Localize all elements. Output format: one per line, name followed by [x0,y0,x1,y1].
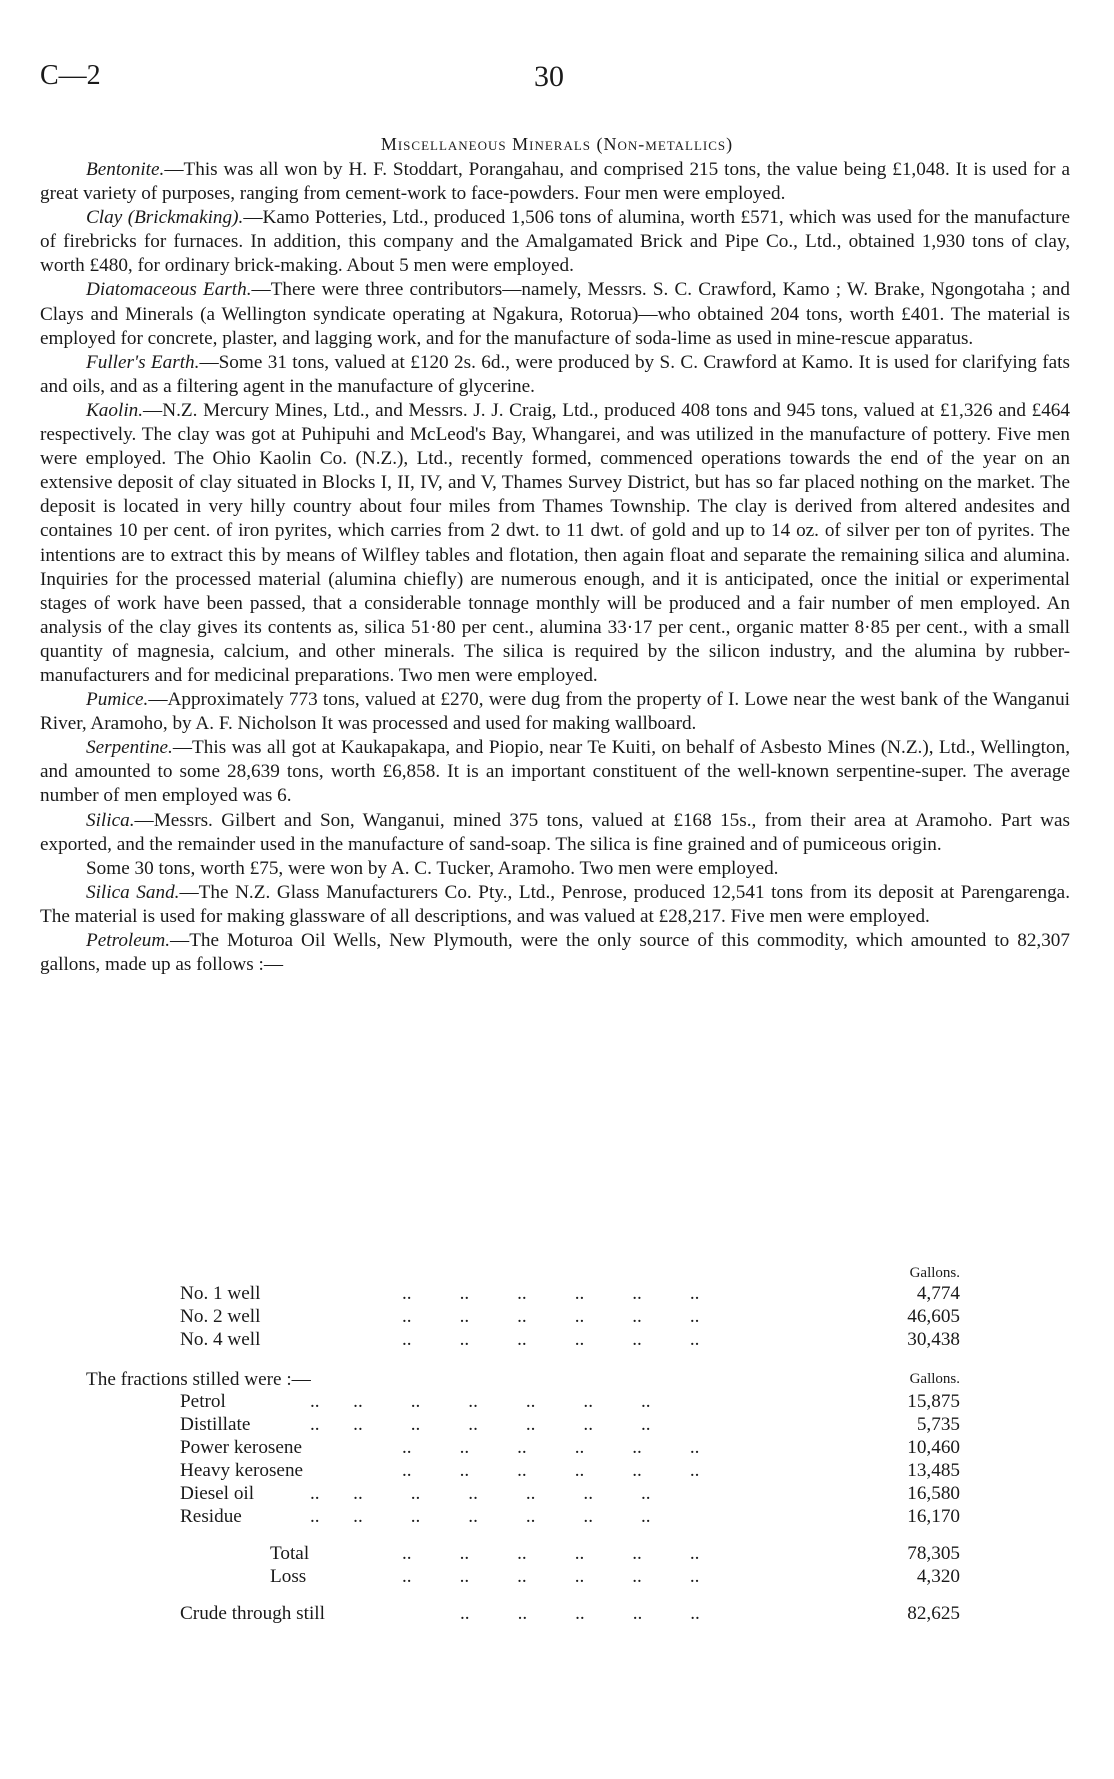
row-label: Distillate [180,1414,251,1435]
page-number: 30 [534,60,564,93]
row-label: Residue [180,1506,242,1527]
row-label: No. 1 well [180,1283,261,1304]
leader-dots: .. .. .. .. .. [460,1603,700,1624]
paragraph-text: —The Moturoa Oil Wells, New Plymouth, were the only source of this commodity, which amounted to 82,307 gallons, made up as follows :— [40,930,1070,976]
fractions-table [40,1368,1070,1625]
leader-dots: .. .. .. .. .. .. .. [310,1414,651,1435]
paragraph-text: Some 30 tons, worth £75, were won by A. C. Tucker, Aramoho. Two men were employed. [86,857,779,879]
table-row [40,1459,1070,1482]
leader-dots: .. .. .. .. .. .. [402,1306,700,1327]
leader-dots: .. .. .. .. .. .. .. [310,1506,651,1527]
row-label: Heavy kerosene [180,1460,304,1481]
fractions-unit-header: Gallons. [909,1371,960,1387]
wells-unit-header: Gallons. [909,1265,960,1281]
paragraph-text: —The N.Z. Glass Manufacturers Co. Pty., Ltd., Penrose, produced 12,541 tons from its deposit at Parengarenga. The material is used for making glassware of all descriptions, and was valued at £28,217. Five men were employed. [40,881,1070,927]
row-value: 30,438 [907,1329,960,1350]
row-value: 16,580 [907,1483,960,1504]
paragraph-bentonite [40,158,1070,206]
paragraph-lead: Silica Sand. [86,881,180,903]
paragraph-text: —This was all got at Kaukapakapa, and Piopio, near Te Kuiti, on behalf of Asbesto Mines (N.Z.), Ltd., Wellington, and amounted to some 28,639 tons, worth £6,858. It is an important constituent of the well-known serpentine-super. The average number of men employed was 6. [40,737,1070,807]
total-row [40,1542,1070,1565]
table-row [40,1305,1070,1328]
row-label: Petrol [180,1391,226,1412]
leader-dots: .. .. .. .. .. .. [402,1543,700,1564]
row-label: Diesel oil [180,1483,255,1504]
total-label: Total [270,1543,310,1564]
crude-value: 82,625 [907,1603,960,1624]
paragraph-lead: Pumice. [86,689,149,711]
leader-dots: .. .. .. .. .. .. [402,1437,700,1458]
paragraph-lead: Bentonite. [86,159,165,180]
paragraph-lead: Serpentine. [86,737,173,759]
paragraph-text: —Kamo Potteries, Ltd., produced 1,506 tons of alumina, worth £571, which was used for the manufacture of firebricks for furnaces. In addition, this company and the Amalgamated Brick and Pipe Co., Ltd., obtained 1,930 tons of clay, worth £480, for ordinary brick-making. About 5 men were employed. [40,207,1070,277]
paragraph-lead: Fuller's Earth. [86,351,200,373]
paragraph-silica-tucker [40,857,1070,881]
loss-row [40,1565,1070,1588]
paragraph-text: —Messrs. Gilbert and Son, Wanganui, mined 375 tons, valued at £168 15s., from their area at Aramoho. Part was exported, and the remainder used in the manufacture of sand-soap. The silica is fine grained and of pumiceous origin. [40,809,1070,855]
paragraph-text: —There were three contributors—namely, Messrs. S. C. Crawford, Kamo ; W. Brake, Ngongotaha ; and Clays and Minerals (a Wellington syndicate operating at Ngakura, Rotorua)—who obtained 204 tons, worth £401. The material is employed for concrete, plaster, and lagging work, and for the manufacture of soda-lime as used in mine-rescue apparatus. [40,279,1070,349]
table-row [40,1482,1070,1505]
table-row [40,1328,1070,1351]
table-row [40,1390,1070,1413]
table-row [40,1505,1070,1528]
paragraph-fullers-earth [40,351,1070,399]
table-row [40,1413,1070,1436]
row-label: No. 2 well [180,1306,261,1327]
paragraph-silica [40,809,1070,857]
row-value: 16,170 [907,1506,960,1527]
wells-table [40,1262,1070,1351]
paragraph-diatomaceous-earth [40,278,1070,350]
paragraph-lead: Petroleum. [86,930,171,951]
leader-dots: .. .. .. .. .. .. .. [310,1391,651,1412]
crude-label: Crude through still [180,1603,325,1624]
paragraph-text: —Some 31 tons, valued at £120 2s. 6d., were produced by S. C. Crawford at Kamo. It is used for clarifying fats and oils, and as a filtering agent in the manufacture of glycerine. [40,351,1070,397]
crude-row [40,1602,1070,1625]
loss-label: Loss [270,1566,307,1587]
paragraph-lead: Silica. [86,809,135,831]
section-title: Miscellaneous Minerals (Non-metallics) [380,134,734,154]
row-value: 13,485 [907,1460,960,1481]
paragraph-lead: Clay (Brickmaking). [86,207,244,229]
leader-dots: .. .. .. .. .. .. [402,1566,700,1587]
page-header-code: C—2 [40,60,101,91]
paragraph-lead: Kaolin. [86,399,144,421]
row-value: 10,460 [907,1437,960,1458]
body-text [40,158,1070,977]
paragraph-petroleum [40,929,1070,977]
paragraph-silica-sand [40,881,1070,929]
paragraph-clay [40,206,1070,278]
paragraph-serpentine [40,736,1070,808]
paragraph-kaolin [40,399,1070,688]
row-value: 4,774 [916,1283,960,1304]
total-value: 78,305 [907,1543,960,1564]
row-value: 46,605 [907,1306,960,1327]
paragraph-lead: Diatomaceous Earth. [86,279,252,301]
paragraph-text: —N.Z. Mercury Mines, Ltd., and Messrs. J. J. Craig, Ltd., produced 408 tons and 945 tons, valued at £1,326 and £464 respectively. The clay was got at Puhipuhi and McLeod's Bay, Whangarei, and was utilized in the manufacture of pottery. Five men were employed. The Ohio Kaolin Co. (N.Z.), Ltd., recently formed, commenced operations towards the end of the year on an extensive deposit of clay situated in Blocks I, II, IV, and V, Thames Survey District, but has so far placed nothing on the market. The deposit is located in very hilly country about four miles from Thames Township. The clay is derived from altered andesites and containes 10 per cent. of iron pyrites, which carries from 2 dwt. to 11 dwt. of gold and up to 14 oz. of silver per ton of pyrites. The intentions are to extract this by means of Wilfley tables and flotation, then again float and separate the remaining silica and alumina. Inquiries for the processed material (alumina chiefly) are numerous enough, and it is anticipated, once the initial or experimental stages of work have been passed, that a considerable tonnage monthly will be produced and a fair number of men employed. An analysis of the clay gives its contents as, silica 51·80 per cent., alumina 33·17 per cent., organic matter 8·85 per cent., with a small quantity of magnesia, calcium, and other minerals. The silica is required by the silicon industry, and the alumina by rubber-manufacturers and for medicinal preparations. Two men were employed. [40,399,1070,686]
leader-dots: .. .. .. .. .. .. [402,1283,700,1304]
leader-dots: .. .. .. .. .. .. .. [310,1483,651,1504]
leader-dots: .. .. .. .. .. .. [402,1329,700,1350]
row-label: Power kerosene [180,1437,303,1458]
row-value: 5,735 [916,1414,960,1435]
table-row [40,1282,1070,1305]
paragraph-text: —Approximately 773 tons, valued at £270, were dug from the property of I. Lowe near the west bank of the Wanganui River, Aramoho, by A. F. Nicholson It was processed and used for making wallboard. [40,689,1070,735]
row-value: 15,875 [907,1391,960,1412]
leader-dots: .. .. .. .. .. .. [402,1460,700,1481]
row-label: No. 4 well [180,1329,261,1350]
paragraph-pumice [40,688,1070,736]
fractions-intro: The fractions stilled were :— [86,1369,311,1390]
paragraph-text: —This was all won by H. F. Stoddart, Porangahau, and comprised 215 tons, the value being £1,048. It is used for a great variety of purposes, ranging from cement-work to face-powders. Four men were employed. [40,159,1070,205]
loss-value: 4,320 [916,1566,960,1587]
table-row [40,1436,1070,1459]
